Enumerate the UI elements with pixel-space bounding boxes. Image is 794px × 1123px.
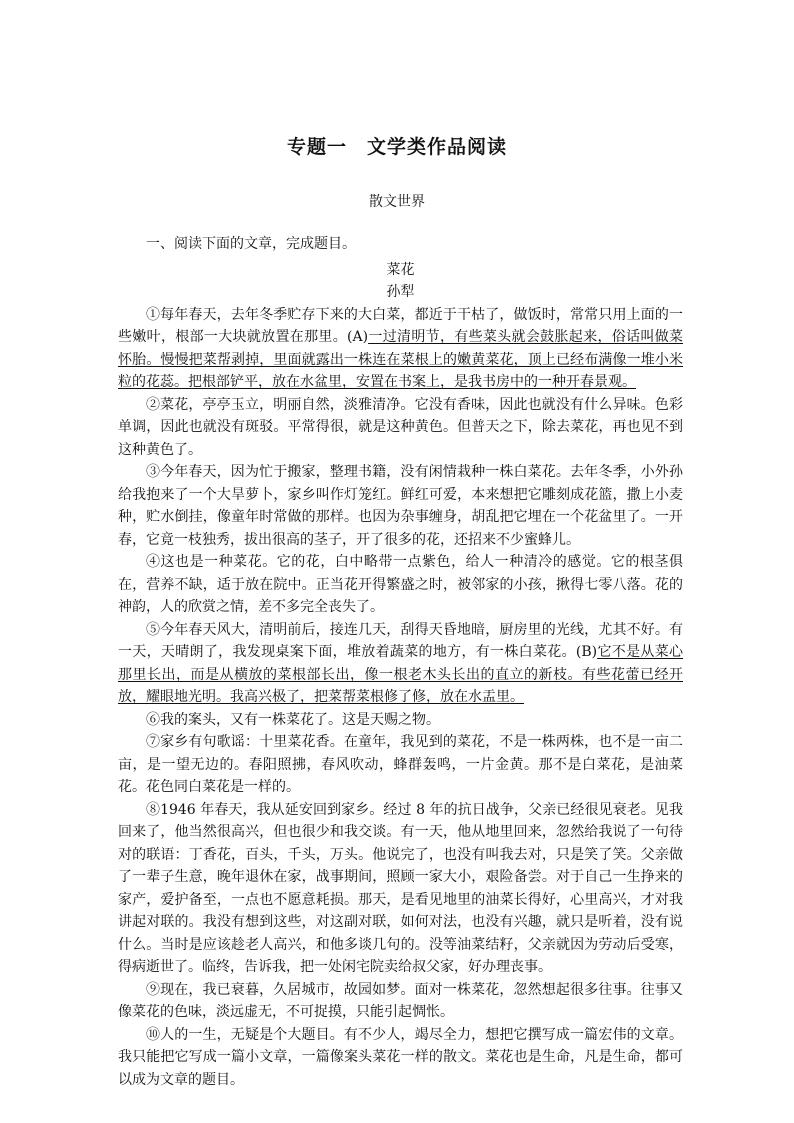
paragraph-4: ④这也是一种菜花。它的花，白中略带一点紫色，给人一种清冷的感觉。它的根茎俱在，营养不缺，适于放在院中。正当花开得繁盛之时，被邻家的小孩，揪得七零八落。花的神韵，人的欣赏之情，差不多完全丧失了。 bbox=[118, 554, 683, 615]
paragraph-1 bbox=[118, 304, 683, 394]
paragraph-2: ②菜花，亭亭玉立，明丽自然，淡雅清净。它没有香味，因此也就没有什么异味。色彩单调，因此也就没有斑驳。平常得很，就是这种黄色。但普天之下，除去菜花，再也见不到这种黄色了。 bbox=[118, 396, 683, 458]
page-title: 专题一 文学类作品阅读 bbox=[286, 136, 507, 158]
paragraph-9: ⑨现在，我已衰暮，久居城市，故园如梦。面对一株菜花，忽然想起很多往事。往事又像菜花的色味，淡远虚无，不可捉摸，只能引起惆怅。 bbox=[118, 981, 683, 1020]
paragraph-7: ⑦家乡有句歌谣：十里菜花香。在童年，我见到的菜花，不是一株两株，也不是一亩二亩，是一望无边的。春阳照拂，春风吹动，蜂群轰鸣，一片金黄。那不是白菜花，是油菜花。花色同白菜花是一样的。 bbox=[118, 734, 683, 795]
article-body bbox=[118, 233, 683, 1091]
underlined-sentence-b: 它不是从菜心那里长出，而是从横放的菜根部长出，像一根老木头长出的直立的新枝。有些花蕾已经开放，耀眼地光明。我高兴极了，把菜帮菜根修了修，放在水盂里。 bbox=[118, 644, 684, 705]
paragraph-5-text: ⑤今年春天风大，清明前后，接连几天，刮得天昏地暗，厨房里的光线，尤其不好。有一天，天晴朗了，我发现桌案下面，堆放着蔬菜的地方，有一株白菜花。 bbox=[118, 621, 683, 660]
paragraph-6: ⑥我的案头，又有一株菜花了。这是天赐之物。 bbox=[146, 711, 440, 728]
underlined-sentence-a: 一过清明节，有些菜头就会鼓胀起来，俗话叫做菜怀胎。慢慢把菜帮剥掉，里面就露出一株连在菜根上的嫩黄菜花，顶上已经布满像一堆小米粒的花蕊。把根部铲平，放在水盆里，安置在书案上，是我书房中的一种开春景观。 bbox=[118, 329, 684, 390]
marker-b: (B) bbox=[575, 644, 598, 660]
section-title: 散文世界 bbox=[369, 194, 425, 210]
paragraph-5 bbox=[118, 619, 683, 709]
paragraph-10: ⑩人的一生，无疑是个大题目。有不少人，竭尽全力，想把它撰写成一篇宏伟的文章。我只能把它写成一篇小文章，一篇像案头菜花一样的散文。菜花也是生命，凡是生命，都可以成为文章的题目。 bbox=[118, 1026, 683, 1088]
paragraph-1-text: ①每年春天，去年冬季贮存下来的大白菜，都近于干枯了，做饭时，常常只用上面的一些嫩叶，根部一大块就放置在那里。 bbox=[118, 306, 683, 345]
marker-a: (A) bbox=[347, 329, 369, 345]
paragraph-8: ⑧1946 年春天，我从延安回到家乡。经过 8 年的抗日战争，父亲已经很见衰老。见我回来了，他当然很高兴，但也很少和我交谈。有一天，他从地里回来，忽然给我说了一句待对的联语：丁香花，百头，千头，万头。他说完了，也没有叫我去对，只是笑了笑。父亲做了一辈子生意，晚年退休在家，战事期间，照顾一家大小，艰险备尝。对于自己一生挣来的家产，爱护备至，一点也不愿意耗损。那天，是看见地里的油菜长得好，心里高兴，才对我讲起对联的。我没有想到这些，对这副对联，如何对法，也没有兴趣，就只是听着，没有说什么。当时是应该趁老人高兴，和他多谈几句的。没等油菜结籽，父亲就因为劳动后受寒，得病逝世了。临终，告诉我，把一处闲宅院卖给叔父家，好办理丧事。 bbox=[118, 801, 683, 975]
paragraph-3: ③今年春天，因为忙于搬家，整理书籍，没有闲情栽种一株白菜花。去年冬季，小外孙给我抱来了一个大旱萝卜，家乡叫作灯笼红。鲜红可爱，本来想把它雕刻成花篮，撒上小麦种，贮水倒挂，像童年时常做的那样。也因为杂事缠身，胡乱把它埋在一个花盆里了。一开春，它竟一枝独秀，拔出很高的茎子，开了很多的花，还招来不少蜜蜂儿。 bbox=[118, 464, 683, 548]
question-instruction: 一、阅读下面的文章，完成题目。 bbox=[146, 236, 356, 252]
article-author: 孙犁 bbox=[386, 284, 415, 300]
article-title: 菜花 bbox=[386, 261, 415, 278]
